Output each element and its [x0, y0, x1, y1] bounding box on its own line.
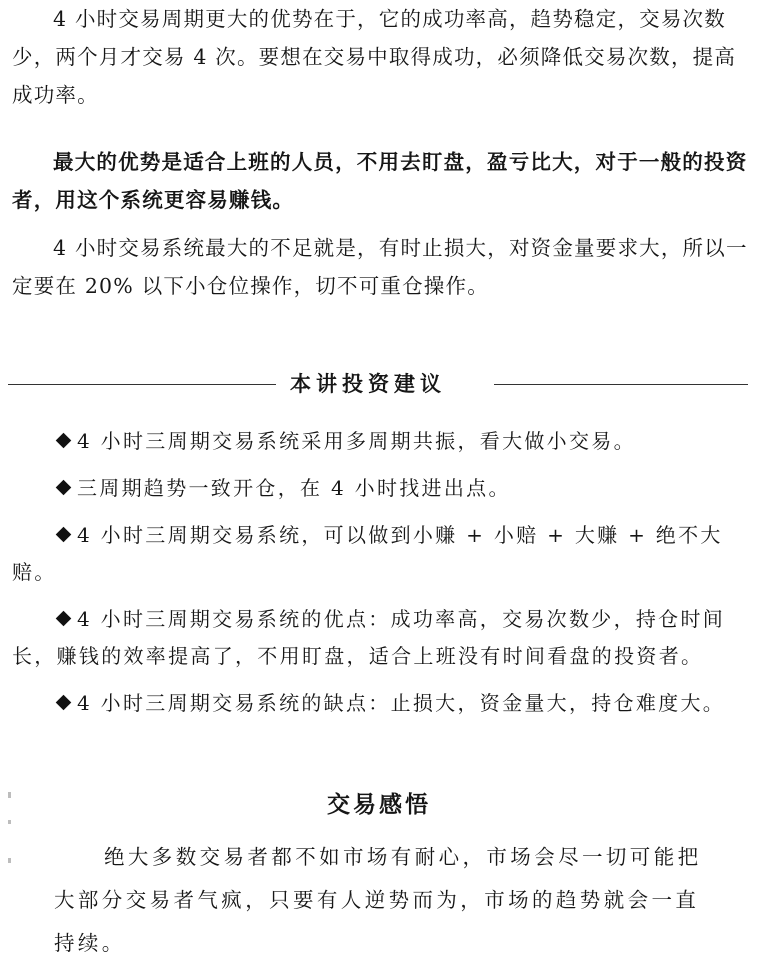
scan-speck: [8, 792, 11, 798]
paragraph-advantage: 4 小时交易周期更大的优势在于，它的成功率高，趋势稳定，交易次数少，两个月才交易 4 次。要想在交易中取得成功，必须降低交易次数，提高成功率。: [12, 7, 737, 107]
diamond-bullet-icon: [56, 695, 72, 711]
advice-list: [12, 423, 752, 732]
paragraph-shortcoming: 4 小时交易系统最大的不足就是，有时止损大，对资金量要求大，所以一定要在 20% 以下小仓位操作，切不可重仓操作。: [12, 236, 748, 298]
advice-item-text: 4 小时三周期交易系统采用多周期共振，看大做小交易。: [77, 429, 636, 453]
advice-heading: [8, 364, 748, 404]
diamond-bullet-icon: [56, 480, 72, 496]
advice-item: [12, 517, 752, 591]
advice-item-text: 4 小时三周期交易系统的优点：成功率高，交易次数少，持仓时间长，赚钱的效率提高了，不用盯盘，适合上班没有时间看盘的投资者。: [12, 607, 726, 668]
diamond-bullet-icon: [56, 611, 72, 627]
advice-item: [12, 470, 752, 507]
heading-rule-left: [8, 384, 276, 385]
paragraph-biggest-advantage: 最大的优势是适合上班的人员，不用去盯盘，盈亏比大，对于一般的投资者，用这个系统更容易赚钱。: [12, 150, 748, 212]
advice-item: [12, 685, 752, 722]
advice-item: [12, 601, 752, 675]
scan-speck: [8, 820, 11, 824]
advice-heading-title: 本讲投资建议: [290, 372, 446, 396]
insight-title: 交易感悟: [327, 792, 431, 818]
scan-speck: [8, 858, 11, 863]
advice-item: [12, 423, 752, 460]
advice-item-text: 4 小时三周期交易系统的缺点：止损大，资金量大，持仓难度大。: [77, 691, 726, 715]
diamond-bullet-icon: [56, 527, 72, 543]
diamond-bullet-icon: [56, 433, 72, 449]
advice-item-text: 三周期趋势一致开仓，在 4 小时找进出点。: [77, 476, 511, 500]
heading-rule-right: [494, 384, 748, 385]
insight-paragraph: 绝大多数交易者都不如市场有耐心，市场会尽一切可能把大部分交易者气疯，只要有人逆势而为，市场的趋势就会一直持续。: [54, 845, 702, 955]
advice-item-text: 4 小时三周期交易系统，可以做到小赚 + 小赔 + 大赚 + 绝不大赔。: [12, 523, 723, 584]
